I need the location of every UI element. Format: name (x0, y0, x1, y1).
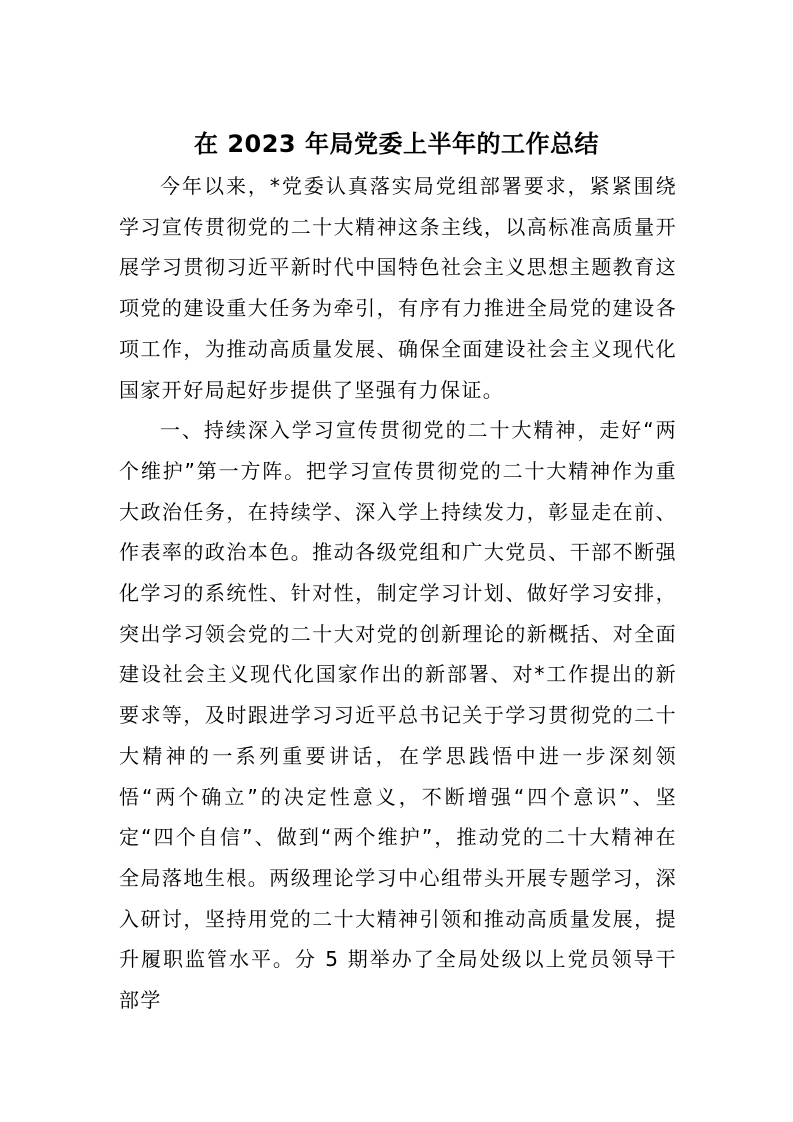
paragraph-section-one: 一、持续深入学习宣传贯彻党的二十大精神，走好“两个维护”第一方阵。把学习宣传贯彻党的二十大精神作为重大政治任务，在持续学、深入学上持续发力，彰显走在前、作表率的政治本色。推动各级党组和广大党员、干部不断强化学习的系统性、针对性，制定学习计划、做好学习安排，突出学习领会党的二十大对党的创新理论的新概括、对全面建设社会主义现代化国家作出的新部署、对*工作提出的新要求等，及时跟进学习习近平总书记关于学习贯彻党的二十大精神的一系列重要讲话，在学思践悟中进一步深刻领悟“两个确立”的决定性意义，不断增强“四个意识”、坚定“四个自信”、做到“两个维护”，推动党的二十大精神在全局落地生根。两级理论学习中心组带头开展专题学习，深入研讨，坚持用党的二十大精神引领和推动高质量发展，提升履职监管水平。分 5 期举办了全局处级以上党员领导干部学 (119, 418, 677, 1013)
document-body (119, 166, 677, 1021)
document-title: 在 2023 年局党委上半年的工作总结 (193, 130, 599, 158)
paragraph-intro: 今年以来，*党委认真落实局党组部署要求，紧紧围绕学习宣传贯彻党的二十大精神这条主线，以高标准高质量开展学习贯彻习近平新时代中国特色社会主义思想主题教育这项党的建设重大任务为牵引，有序有力推进全局党的建设各项工作，为推动高质量发展、确保全面建设社会主义现代化国家开好局起好步提供了坚强有力保证。 (119, 174, 677, 402)
